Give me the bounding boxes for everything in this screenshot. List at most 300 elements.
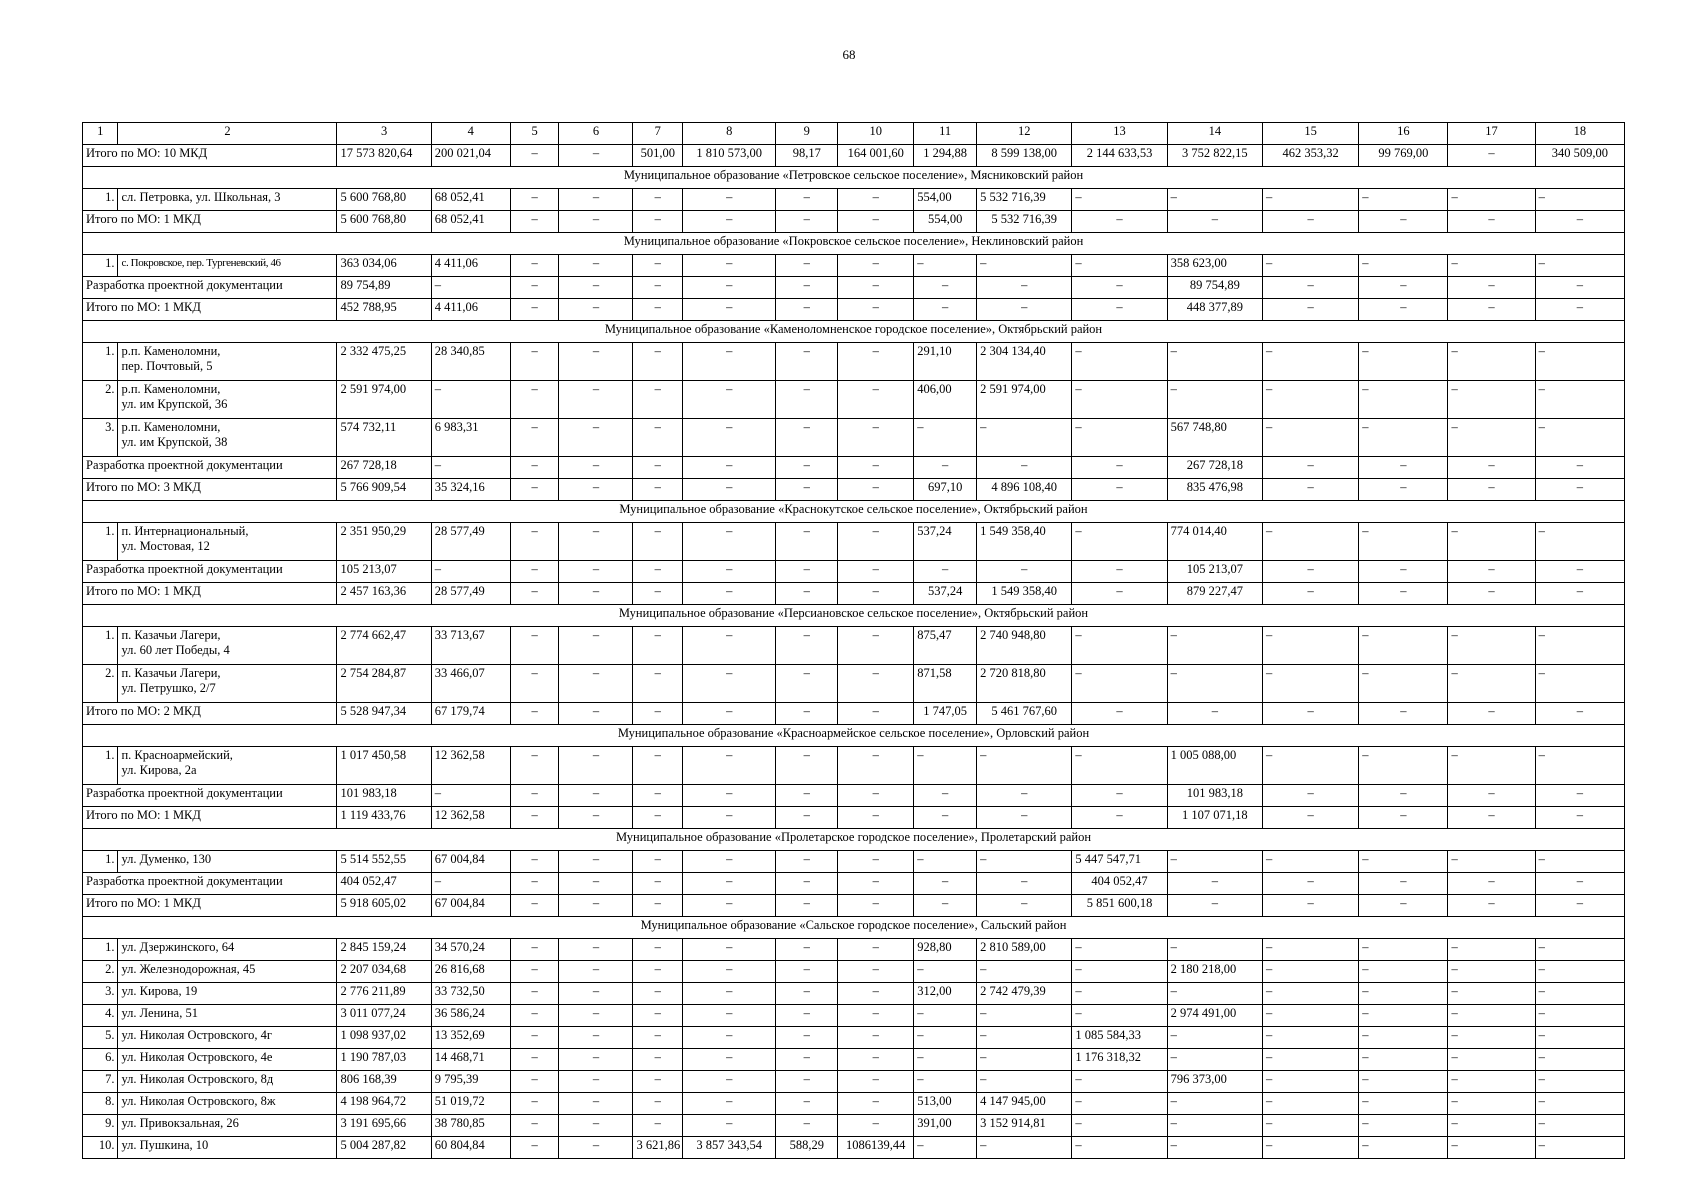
table-cell: – — [510, 627, 559, 665]
table-cell: – — [1072, 703, 1167, 725]
table-cell: – — [1072, 479, 1167, 501]
table-cell: – — [1535, 895, 1624, 917]
section-heading: Муниципальное образование «Покровское сельское поселение», Неклиновский район — [83, 233, 1625, 255]
table-cell: 406,00 — [914, 381, 977, 419]
column-numbers-row — [83, 123, 1625, 145]
table-cell: 3 191 695,66 — [337, 1115, 431, 1137]
table-cell: – — [683, 211, 776, 233]
section-heading-row — [83, 725, 1625, 747]
table-cell: – — [1448, 1093, 1535, 1115]
table-cell: 2 457 163,36 — [337, 583, 431, 605]
table-cell: 1 549 358,40 — [977, 583, 1072, 605]
table-cell: – — [776, 939, 838, 961]
table-cell: – — [776, 1115, 838, 1137]
address-cell — [118, 747, 337, 785]
table-cell: – — [633, 1005, 683, 1027]
table-cell: – — [914, 419, 977, 457]
table-cell: – — [1448, 299, 1535, 321]
table-cell: – — [559, 785, 633, 807]
table-cell: – — [838, 851, 914, 873]
table-cell: – — [1167, 1049, 1262, 1071]
table-cell: – — [838, 561, 914, 583]
table-cell: – — [776, 419, 838, 457]
table-row — [83, 747, 1625, 785]
address-cell — [118, 1071, 337, 1093]
address-line: сл. Петровка, ул. Школьная, 3 — [121, 190, 281, 204]
table-cell: – — [1072, 255, 1167, 277]
table-cell: – — [1167, 1027, 1262, 1049]
table-cell: – — [510, 983, 559, 1005]
address-cell — [118, 255, 337, 277]
table-cell: – — [1448, 1137, 1535, 1159]
table-cell: – — [683, 627, 776, 665]
table-cell: 5 532 716,39 — [977, 189, 1072, 211]
row-label: Разработка проектной документации — [83, 277, 337, 299]
table-cell: 391,00 — [914, 1115, 977, 1137]
table-cell: – — [1262, 343, 1358, 381]
table-cell: – — [510, 1137, 559, 1159]
table-cell: – — [1167, 343, 1262, 381]
table-cell: – — [1072, 785, 1167, 807]
table-cell: – — [559, 343, 633, 381]
table-cell: – — [1535, 873, 1624, 895]
table-cell: – — [1262, 873, 1358, 895]
table-cell: – — [1072, 457, 1167, 479]
table-cell: 2 974 491,00 — [1167, 1005, 1262, 1027]
address-cell — [118, 1093, 337, 1115]
table-cell: – — [1535, 583, 1624, 605]
table-cell: 1 085 584,33 — [1072, 1027, 1167, 1049]
table-cell: – — [1359, 873, 1448, 895]
table-row — [83, 1049, 1625, 1071]
table-cell: 33 713,67 — [431, 627, 510, 665]
section-heading-row — [83, 501, 1625, 523]
table-cell: – — [1448, 665, 1535, 703]
row-number: 4. — [83, 1005, 118, 1027]
section-heading-row — [83, 321, 1625, 343]
column-number: 9 — [776, 123, 838, 145]
table-cell: 501,00 — [633, 145, 683, 167]
table-cell: – — [1072, 627, 1167, 665]
table-cell: – — [776, 189, 838, 211]
table-cell: – — [1535, 419, 1624, 457]
table-cell: – — [838, 299, 914, 321]
table-cell: – — [1448, 381, 1535, 419]
table-cell: – — [1072, 277, 1167, 299]
table-cell: – — [776, 1027, 838, 1049]
table-cell: 67 179,74 — [431, 703, 510, 725]
table-cell: 12 362,58 — [431, 747, 510, 785]
table-cell: – — [510, 703, 559, 725]
address-cell — [118, 983, 337, 1005]
table-cell: – — [1359, 189, 1448, 211]
row-label: Итого по МО: 3 МКД — [83, 479, 337, 501]
table-cell: 17 573 820,64 — [337, 145, 431, 167]
table-cell: 6 983,31 — [431, 419, 510, 457]
table-cell: 340 509,00 — [1535, 145, 1624, 167]
address-line: ул. им Крупской, 36 — [121, 397, 228, 411]
table-cell: – — [510, 561, 559, 583]
row-number: 1. — [83, 851, 118, 873]
table-row — [83, 1115, 1625, 1137]
table-cell: – — [1359, 851, 1448, 873]
table-cell: 14 468,71 — [431, 1049, 510, 1071]
table-cell: – — [838, 961, 914, 983]
table-cell: – — [1535, 1049, 1624, 1071]
table-row — [83, 189, 1625, 211]
table-cell: – — [1448, 457, 1535, 479]
table-cell: – — [633, 807, 683, 829]
table-cell: 68 052,41 — [431, 189, 510, 211]
table-cell: 34 570,24 — [431, 939, 510, 961]
table-cell: – — [977, 1071, 1072, 1093]
table-cell: – — [1262, 523, 1358, 561]
table-cell: 12 362,58 — [431, 807, 510, 829]
table-cell: – — [559, 145, 633, 167]
table-cell: – — [1359, 627, 1448, 665]
address-line: р.п. Каменоломни, — [121, 382, 221, 396]
table-cell: – — [838, 785, 914, 807]
page-number: 68 — [842, 47, 856, 62]
total-row — [83, 211, 1625, 233]
table-cell: – — [1167, 627, 1262, 665]
table-cell: – — [1262, 299, 1358, 321]
table-cell: – — [1262, 785, 1358, 807]
row-number: 1. — [83, 189, 118, 211]
address-line: ул. Ленина, 51 — [121, 1006, 198, 1020]
table-cell: – — [914, 1071, 977, 1093]
table-cell: – — [1167, 189, 1262, 211]
table-cell: – — [1448, 807, 1535, 829]
table-cell: – — [776, 299, 838, 321]
table-cell: – — [1262, 419, 1358, 457]
address-cell — [118, 189, 337, 211]
row-number: 1. — [83, 343, 118, 381]
address-line: ул. Николая Островского, 8д — [121, 1072, 274, 1086]
table-cell: 89 754,89 — [337, 277, 431, 299]
table-cell: 1 017 450,58 — [337, 747, 431, 785]
row-number: 2. — [83, 381, 118, 419]
table-cell: – — [633, 1049, 683, 1071]
column-number: 10 — [838, 123, 914, 145]
table-cell: – — [510, 1115, 559, 1137]
table-cell: – — [559, 1049, 633, 1071]
table-cell: – — [1359, 939, 1448, 961]
table-cell: 2 304 134,40 — [977, 343, 1072, 381]
table-row — [83, 939, 1625, 961]
table-cell: 1 190 787,03 — [337, 1049, 431, 1071]
table-cell: – — [1167, 381, 1262, 419]
table-cell: – — [1448, 1049, 1535, 1071]
address-line: ул. Мостовая, 12 — [121, 539, 210, 553]
table-cell: – — [683, 851, 776, 873]
table-cell: – — [559, 299, 633, 321]
table-cell: – — [1448, 627, 1535, 665]
table-cell: – — [776, 747, 838, 785]
total-row — [83, 807, 1625, 829]
table-cell: – — [510, 1027, 559, 1049]
column-number: 7 — [633, 123, 683, 145]
table-cell: – — [977, 747, 1072, 785]
table-cell: 164 001,60 — [838, 145, 914, 167]
table-cell: – — [510, 277, 559, 299]
table-cell: – — [683, 1049, 776, 1071]
table-cell: – — [838, 1027, 914, 1049]
table-cell: – — [683, 381, 776, 419]
table-cell: – — [1359, 255, 1448, 277]
table-cell: – — [633, 381, 683, 419]
table-cell: – — [1072, 939, 1167, 961]
table-cell: – — [559, 381, 633, 419]
address-line: ул. Николая Островского, 4г — [121, 1028, 273, 1042]
address-line: ул. Железнодорожная, 45 — [121, 962, 256, 976]
table-cell: – — [776, 343, 838, 381]
table-cell: – — [1535, 457, 1624, 479]
table-cell: – — [633, 299, 683, 321]
table-cell: – — [683, 665, 776, 703]
table-cell: – — [510, 1005, 559, 1027]
table-cell: – — [633, 1115, 683, 1137]
table-cell: 5 528 947,34 — [337, 703, 431, 725]
column-number: 3 — [337, 123, 431, 145]
address-line: ул. Привокзальная, 26 — [121, 1116, 239, 1130]
table-cell: – — [633, 277, 683, 299]
table-cell: – — [1072, 1137, 1167, 1159]
address-cell — [118, 1115, 337, 1137]
table-cell: – — [1535, 561, 1624, 583]
table-cell: – — [1359, 299, 1448, 321]
table-cell: – — [1262, 983, 1358, 1005]
table-cell: – — [559, 419, 633, 457]
table-cell: – — [1359, 479, 1448, 501]
table-cell: – — [633, 457, 683, 479]
table-row — [83, 419, 1625, 457]
table-cell: – — [683, 703, 776, 725]
column-number: 8 — [683, 123, 776, 145]
table-cell: – — [977, 1049, 1072, 1071]
table-row — [83, 523, 1625, 561]
table-cell: 33 466,07 — [431, 665, 510, 703]
table-cell: – — [1359, 1049, 1448, 1071]
table-cell: – — [1072, 665, 1167, 703]
row-number: 6. — [83, 1049, 118, 1071]
table-cell: – — [1535, 961, 1624, 983]
table-cell: – — [559, 939, 633, 961]
table-cell: – — [776, 277, 838, 299]
table-cell: – — [914, 299, 977, 321]
table-cell: – — [683, 785, 776, 807]
table-cell: – — [559, 665, 633, 703]
table-cell: – — [431, 785, 510, 807]
table-cell: – — [776, 1005, 838, 1027]
table-cell: – — [510, 457, 559, 479]
table-cell: – — [559, 277, 633, 299]
table-cell: – — [1535, 1093, 1624, 1115]
table-cell: – — [1448, 1027, 1535, 1049]
table-cell: – — [683, 583, 776, 605]
table-cell: – — [838, 255, 914, 277]
table-cell: – — [914, 851, 977, 873]
table-cell: – — [838, 1093, 914, 1115]
table-cell: – — [431, 381, 510, 419]
table-row — [83, 381, 1625, 419]
table-cell: – — [559, 583, 633, 605]
table-cell: – — [633, 873, 683, 895]
table-cell: – — [431, 277, 510, 299]
table-cell: – — [776, 583, 838, 605]
table-cell: – — [683, 807, 776, 829]
table-cell: – — [1535, 277, 1624, 299]
section-heading: Муниципальное образование «Пролетарское городское поселение», Пролетарский район — [83, 829, 1625, 851]
table-cell: – — [559, 1027, 633, 1049]
address-cell — [118, 419, 337, 457]
table-cell: – — [1167, 1137, 1262, 1159]
table-cell: – — [1359, 419, 1448, 457]
table-row — [83, 1027, 1625, 1049]
address-line: с. Покровское, пер. Тургеневский, 46 — [121, 257, 281, 269]
table-cell: – — [633, 255, 683, 277]
table-cell: – — [838, 627, 914, 665]
column-number: 4 — [431, 123, 510, 145]
table-cell: – — [633, 703, 683, 725]
table-cell: – — [1448, 583, 1535, 605]
table-cell: – — [559, 983, 633, 1005]
row-number: 1. — [83, 627, 118, 665]
table-cell: 267 728,18 — [1167, 457, 1262, 479]
table-cell: – — [977, 785, 1072, 807]
table-row — [83, 255, 1625, 277]
table-cell: – — [633, 665, 683, 703]
table-cell: – — [1535, 479, 1624, 501]
table-cell: – — [1359, 523, 1448, 561]
column-number: 6 — [559, 123, 633, 145]
table-cell: 796 373,00 — [1167, 1071, 1262, 1093]
table-cell: – — [1359, 1005, 1448, 1027]
table-cell: – — [683, 747, 776, 785]
table-cell: – — [838, 1115, 914, 1137]
table-cell: – — [431, 457, 510, 479]
total-row — [83, 895, 1625, 917]
table-cell: – — [559, 211, 633, 233]
row-number: 3. — [83, 419, 118, 457]
table-cell: – — [1448, 419, 1535, 457]
section-heading: Муниципальное образование «Красноармейское сельское поселение», Орловский район — [83, 725, 1625, 747]
table-cell: 404 052,47 — [1072, 873, 1167, 895]
table-cell: – — [914, 277, 977, 299]
table-cell: – — [838, 381, 914, 419]
table-cell: 462 353,32 — [1262, 145, 1358, 167]
table-cell: – — [776, 457, 838, 479]
table-cell: – — [1535, 211, 1624, 233]
table-cell: – — [559, 807, 633, 829]
table-cell: 13 352,69 — [431, 1027, 510, 1049]
row-label: Разработка проектной документации — [83, 457, 337, 479]
table-cell: – — [1535, 983, 1624, 1005]
table-cell: – — [1167, 895, 1262, 917]
table-cell: – — [683, 1115, 776, 1137]
table-cell: – — [1262, 457, 1358, 479]
section-heading-row — [83, 605, 1625, 627]
table-cell: 588,29 — [776, 1137, 838, 1159]
table-cell: – — [1072, 299, 1167, 321]
table-cell: – — [683, 277, 776, 299]
table-cell: 3 857 343,54 — [683, 1137, 776, 1159]
total-row — [83, 703, 1625, 725]
table-cell: 2 740 948,80 — [977, 627, 1072, 665]
table-cell: – — [1072, 189, 1167, 211]
row-label: Разработка проектной документации — [83, 561, 337, 583]
table-cell: – — [838, 479, 914, 501]
table-cell: – — [683, 939, 776, 961]
table-cell: – — [914, 1137, 977, 1159]
table-cell: – — [838, 211, 914, 233]
row-number: 9. — [83, 1115, 118, 1137]
table-cell: 2 591 974,00 — [337, 381, 431, 419]
table-cell: – — [559, 627, 633, 665]
table-cell: – — [977, 255, 1072, 277]
table-cell: – — [1448, 703, 1535, 725]
address-line: ул. Николая Островского, 4е — [121, 1050, 273, 1064]
table-cell: – — [510, 211, 559, 233]
row-label: Итого по МО: 1 МКД — [83, 807, 337, 829]
table-cell: – — [1359, 747, 1448, 785]
table-cell: – — [1262, 665, 1358, 703]
table-cell: – — [510, 785, 559, 807]
table-row — [83, 665, 1625, 703]
table-cell: – — [683, 419, 776, 457]
column-number: 15 — [1262, 123, 1358, 145]
table-cell: – — [1262, 255, 1358, 277]
table-cell: – — [1262, 895, 1358, 917]
table-cell: – — [977, 1137, 1072, 1159]
table-cell: – — [1535, 939, 1624, 961]
table-cell: 9 795,39 — [431, 1071, 510, 1093]
table-cell: – — [559, 189, 633, 211]
table-cell: – — [559, 895, 633, 917]
row-label: Разработка проектной документации — [83, 873, 337, 895]
table-cell: – — [914, 747, 977, 785]
table-cell: 554,00 — [914, 211, 977, 233]
table-cell: – — [914, 1049, 977, 1071]
table-cell: – — [1535, 1027, 1624, 1049]
table-cell: – — [977, 457, 1072, 479]
table-cell: – — [633, 785, 683, 807]
row-label: Итого по МО: 1 МКД — [83, 583, 337, 605]
table-cell: 36 586,24 — [431, 1005, 510, 1027]
table-cell: – — [838, 1049, 914, 1071]
total-row — [83, 785, 1625, 807]
table-row — [83, 343, 1625, 381]
table-cell: – — [1535, 1071, 1624, 1093]
address-cell — [118, 523, 337, 561]
table-cell: – — [1359, 381, 1448, 419]
table-cell: – — [1535, 1005, 1624, 1027]
table-cell: – — [559, 703, 633, 725]
table-cell: – — [838, 277, 914, 299]
table-cell: – — [559, 1005, 633, 1027]
table-cell: – — [1262, 627, 1358, 665]
row-number: 5. — [83, 1027, 118, 1049]
table-cell: 2 180 218,00 — [1167, 961, 1262, 983]
table-cell: – — [1359, 211, 1448, 233]
table-cell: – — [510, 851, 559, 873]
address-line: пер. Почтовый, 5 — [121, 359, 213, 373]
table-cell: – — [510, 1093, 559, 1115]
table-cell: – — [1167, 703, 1262, 725]
table-cell: – — [977, 419, 1072, 457]
table-cell: – — [1262, 939, 1358, 961]
table-cell: – — [838, 983, 914, 1005]
